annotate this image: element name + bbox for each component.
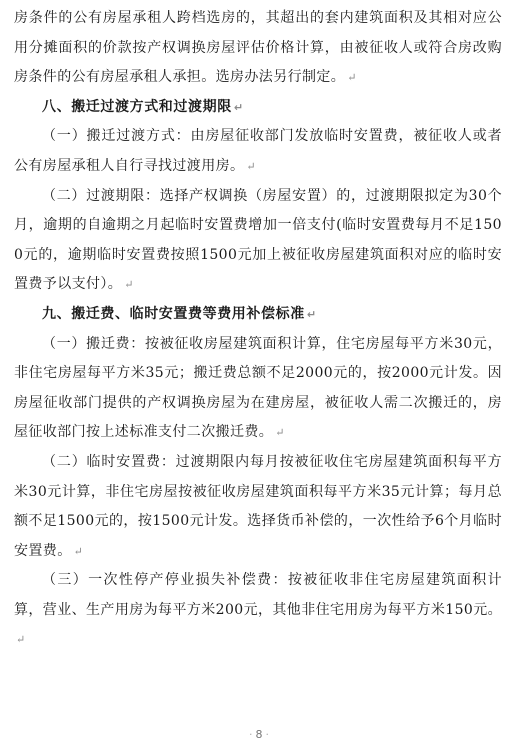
paragraph-mark-icon: ↵ bbox=[73, 544, 84, 558]
section-heading-8: 八、搬迁过渡方式和过渡期限 ↵ bbox=[42, 98, 244, 115]
page-number: · 8 · bbox=[249, 728, 269, 741]
paragraph-mark-icon: ↵ bbox=[275, 426, 285, 440]
paragraph-relocation-method: （一）搬迁过渡方式：由房屋征收部门发放临时安置费，被征收人或者公有房屋承租人自行寻找过渡用房。 ↵ bbox=[14, 128, 502, 174]
paragraph-continued: 房条件的公有房屋承租人跨档选房的，其超出的套内建筑面积及其相对应公用分摊面积的价款按产权调换房屋评估价格计算，由被征收人或符合房改购房条件的公有房屋承租人承担。选房办法另行制定。 ↵ bbox=[14, 10, 502, 86]
paragraph-temporary-housing-fee: （二）临时安置费：过渡期限内每月按被征收住宅房屋建筑面积每平方米30元计算，非住宅房屋按被征收房屋建筑面积每平方米35元计算；每月总额不足1500元的，按1500元计发。选择货币补偿的，一次性给予6个月临时安置费。 ↵ bbox=[14, 453, 502, 559]
paragraph-transition-period: （二）过渡期限：选择产权调换（房屋安置）的，过渡期限拟定为30个月，逾期的自逾期之月起临时安置费增加一倍支付(临时安置费每月不足1500元的，逾期临时安置费按照1500元加上被征收房屋建筑面积对应的临时安置费予以支付）。 ↵ bbox=[14, 187, 502, 293]
section-heading-9: 九、搬迁费、临时安置费等费用补偿标准 ↵ bbox=[42, 305, 317, 322]
paragraph-mark-icon: ↵ bbox=[246, 159, 257, 173]
paragraph-mark-icon: ↵ bbox=[124, 278, 134, 292]
paragraph-mark-icon: ↵ bbox=[16, 633, 26, 647]
paragraph-business-loss-compensation: （三）一次性停产停业损失补偿费：按被征收非住宅房屋建筑面积计算，营业、生产用房为每平方米200元，其他非住宅用房为每平方米150元。↵ bbox=[14, 572, 502, 647]
paragraph-mark-icon: ↵ bbox=[347, 71, 357, 85]
paragraph-moving-fee: （一）搬迁费：按被征收房屋建筑面积计算，住宅房屋每平方米30元，非住宅房屋每平方米35元；搬迁费总额不足2000元的，按2000元计发。因房屋征收部门提供的产权调换房屋为在建房屋，被征收人需二次搬迁的，房屋征收部门按上述标准支付二次搬迁费。 ↵ bbox=[14, 335, 502, 441]
paragraph-mark-icon: ↵ bbox=[233, 100, 244, 114]
paragraph-mark-icon: ↵ bbox=[306, 307, 317, 321]
